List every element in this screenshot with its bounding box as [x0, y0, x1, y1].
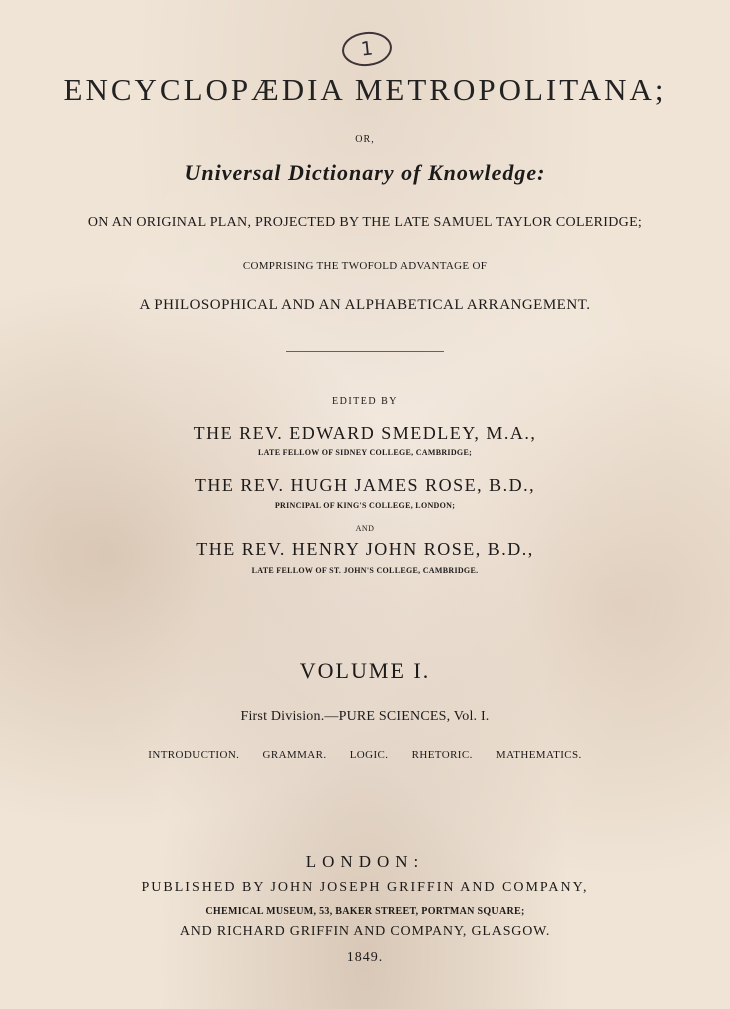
editor-name: THE REV. HUGH JAMES ROSE, B.D.,: [194, 475, 536, 495]
or-connector: OR,: [355, 134, 375, 145]
volume-heading: VOLUME I.: [299, 658, 431, 683]
subject-item: GRAMMAR.: [262, 749, 327, 761]
subjects-list: [0, 749, 730, 761]
divider-rule: [286, 351, 444, 352]
book-subtitle: Universal Dictionary of Knowledge:: [184, 160, 546, 185]
publication-year: 1849.: [346, 950, 384, 965]
subject-item: LOGIC.: [349, 749, 389, 761]
publication-city: LONDON:: [305, 852, 425, 871]
subject-item: RHETORIC.: [411, 749, 473, 761]
subject-item: MATHEMATICS.: [495, 749, 582, 761]
co-publisher-line: AND RICHARD GRIFFIN AND COMPANY, GLASGOW.: [179, 924, 551, 939]
subject-item: INTRODUCTION.: [148, 749, 240, 761]
page-number-circle: 1: [340, 29, 393, 68]
plan-statement: ON AN ORIGINAL PLAN, PROJECTED BY THE LATE SAMUEL TAYLOR COLERIDGE;: [87, 215, 643, 230]
editor-name: THE REV. HENRY JOHN ROSE, B.D.,: [196, 539, 534, 559]
and-connector: AND: [355, 524, 375, 533]
arrangement-statement: A PHILOSOPHICAL AND AN ALPHABETICAL ARRANGEMENT.: [139, 297, 591, 313]
publisher-address: CHEMICAL MUSEUM, 53, BAKER STREET, PORTMAN SQUARE;: [205, 906, 525, 917]
editor-detail: LATE FELLOW OF ST. JOHN'S COLLEGE, CAMBRIDGE.: [251, 566, 479, 575]
comprising-statement: COMPRISING THE TWOFOLD ADVANTAGE OF: [242, 260, 488, 272]
editor-detail: LATE FELLOW OF SIDNEY COLLEGE, CAMBRIDGE;: [257, 448, 473, 457]
publisher-line: PUBLISHED BY JOHN JOSEPH GRIFFIN AND COMPANY,: [141, 880, 589, 895]
edited-by-label: EDITED BY: [332, 396, 398, 407]
editor-detail: PRINCIPAL OF KING'S COLLEGE, LONDON;: [274, 501, 456, 510]
division-heading: First Division.—PURE SCIENCES, Vol. I.: [240, 709, 490, 724]
book-title: ENCYCLOPÆDIA METROPOLITANA;: [63, 72, 667, 107]
editor-name: THE REV. EDWARD SMEDLEY, M.A.,: [193, 423, 537, 443]
